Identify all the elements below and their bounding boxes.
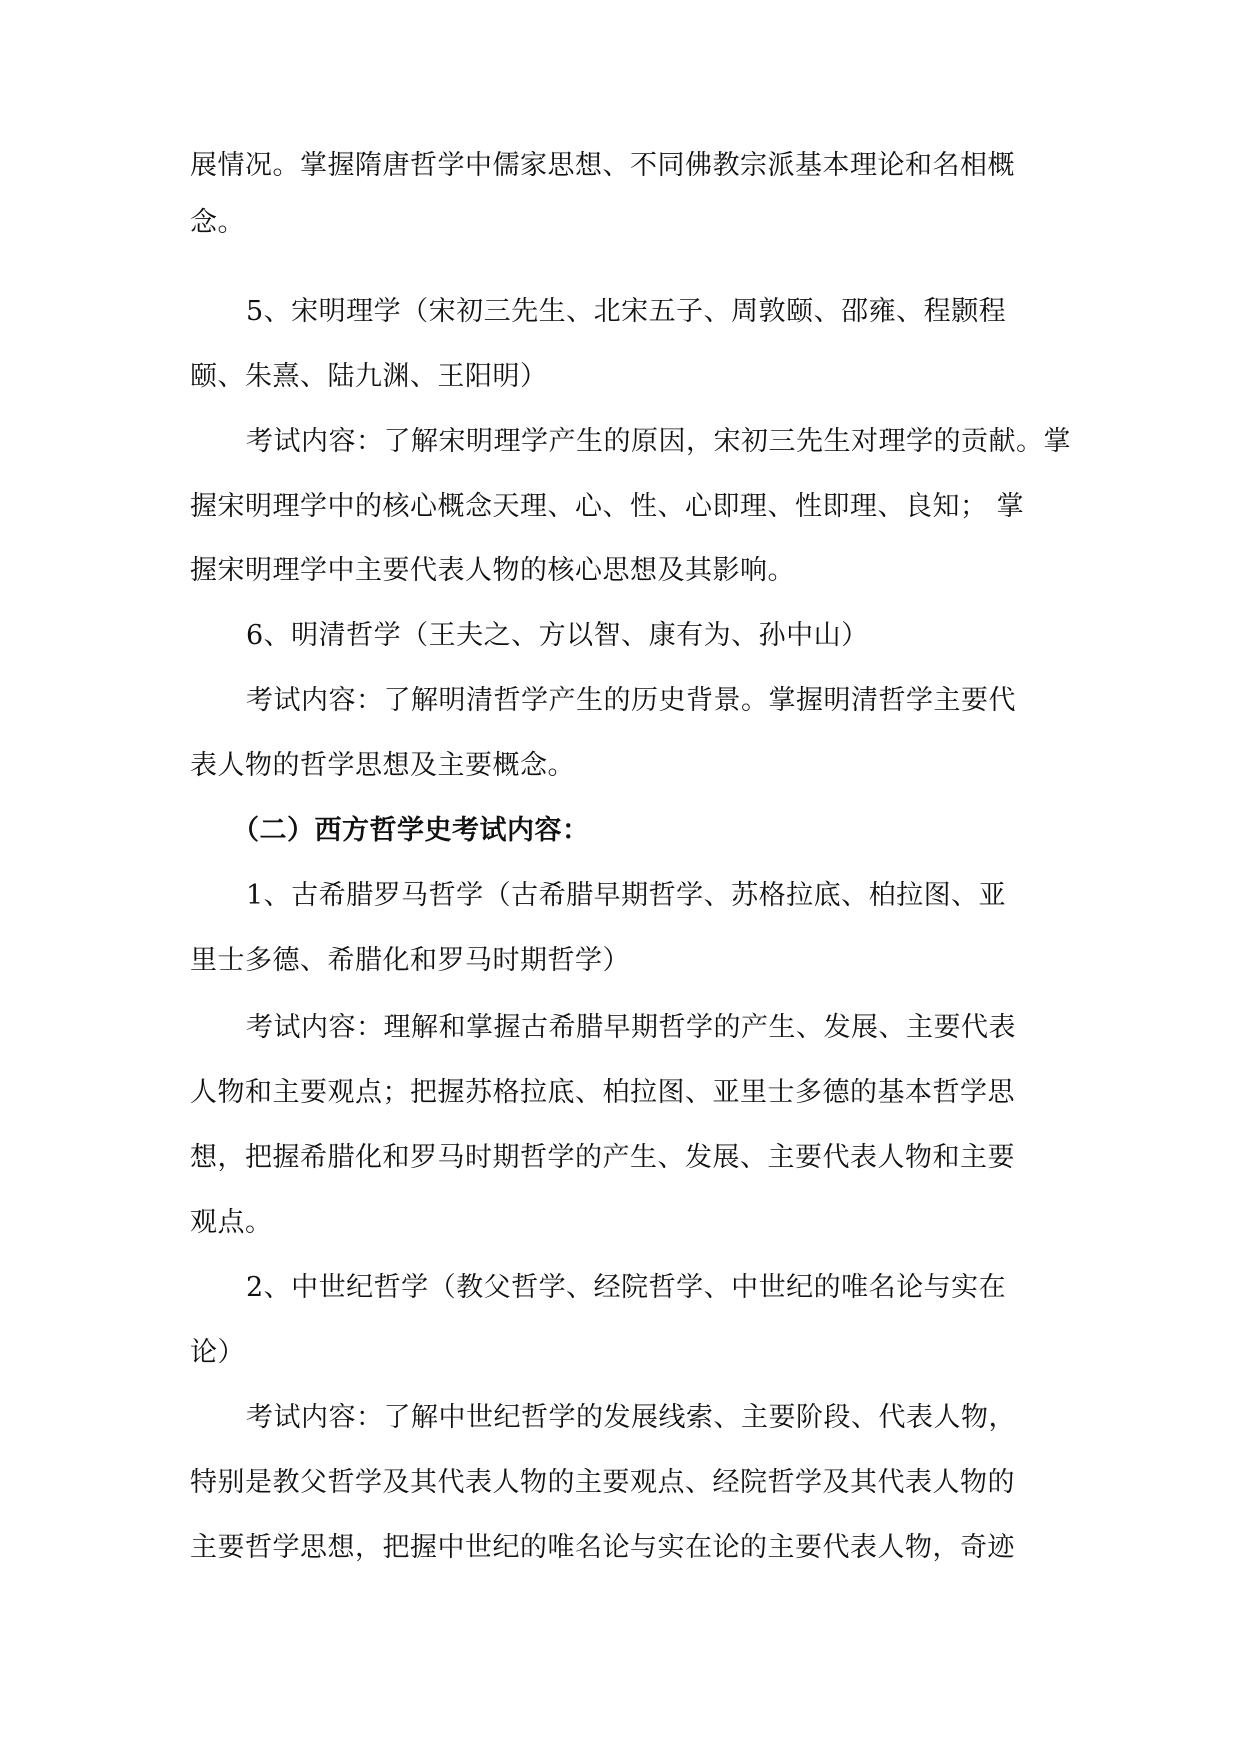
text-line: 考试内容：了解中世纪哲学的发展线索、主要阶段、代表人物， — [246, 1402, 1016, 1433]
text-line: 考试内容：了解宋明理学产生的原因，宋初三先生对理学的贡献。掌 — [246, 426, 1071, 457]
text-line: 颐、朱熹、陆九渊、王阳明） — [190, 361, 548, 392]
text-line: 考试内容：理解和掌握古希腊早期哲学的产生、发展、主要代表 — [246, 1012, 1016, 1043]
section-heading: （二）西方哲学史考试内容： — [232, 815, 590, 846]
text-line: 表人物的哲学思想及主要概念。 — [190, 750, 575, 781]
text-line: 主要哲学思想，把握中世纪的唯名论与实在论的主要代表人物，奇迹 — [190, 1532, 1015, 1563]
text-line: 想，把握希腊化和罗马时期哲学的产生、发展、主要代表人物和主要 — [190, 1142, 1015, 1173]
text-line: 握宋明理学中的核心概念天理、心、性、心即理、性即理、良知； 掌 — [190, 491, 1025, 522]
text-line: 论） — [190, 1337, 245, 1368]
text-line: 考试内容：了解明清哲学产生的历史背景。掌握明清哲学主要代 — [246, 685, 1016, 716]
text-line: 里士多德、希腊化和罗马时期哲学） — [190, 945, 630, 976]
text-line: 1、古希腊罗马哲学（古希腊早期哲学、苏格拉底、柏拉图、亚 — [246, 880, 1007, 911]
text-line: 6、明清哲学（王夫之、方以智、康有为、孙中山） — [246, 620, 869, 651]
text-line: 人物和主要观点；把握苏格拉底、柏拉图、亚里士多德的基本哲学思 — [190, 1077, 1015, 1108]
text-line: 握宋明理学中主要代表人物的核心思想及其影响。 — [190, 555, 795, 586]
text-line: 2、中世纪哲学（教父哲学、经院哲学、中世纪的唯名论与实在 — [246, 1272, 1007, 1303]
text-line: 念。 — [190, 207, 245, 238]
text-line: 特别是教父哲学及其代表人物的主要观点、经院哲学及其代表人物的 — [190, 1467, 1015, 1498]
text-line: 观点。 — [190, 1207, 273, 1238]
text-line: 5、宋明理学（宋初三先生、北宋五子、周敦颐、邵雍、程颢程 — [246, 296, 1007, 327]
text-line: 展情况。掌握隋唐哲学中儒家思想、不同佛教宗派基本理论和名相概 — [190, 150, 1015, 181]
